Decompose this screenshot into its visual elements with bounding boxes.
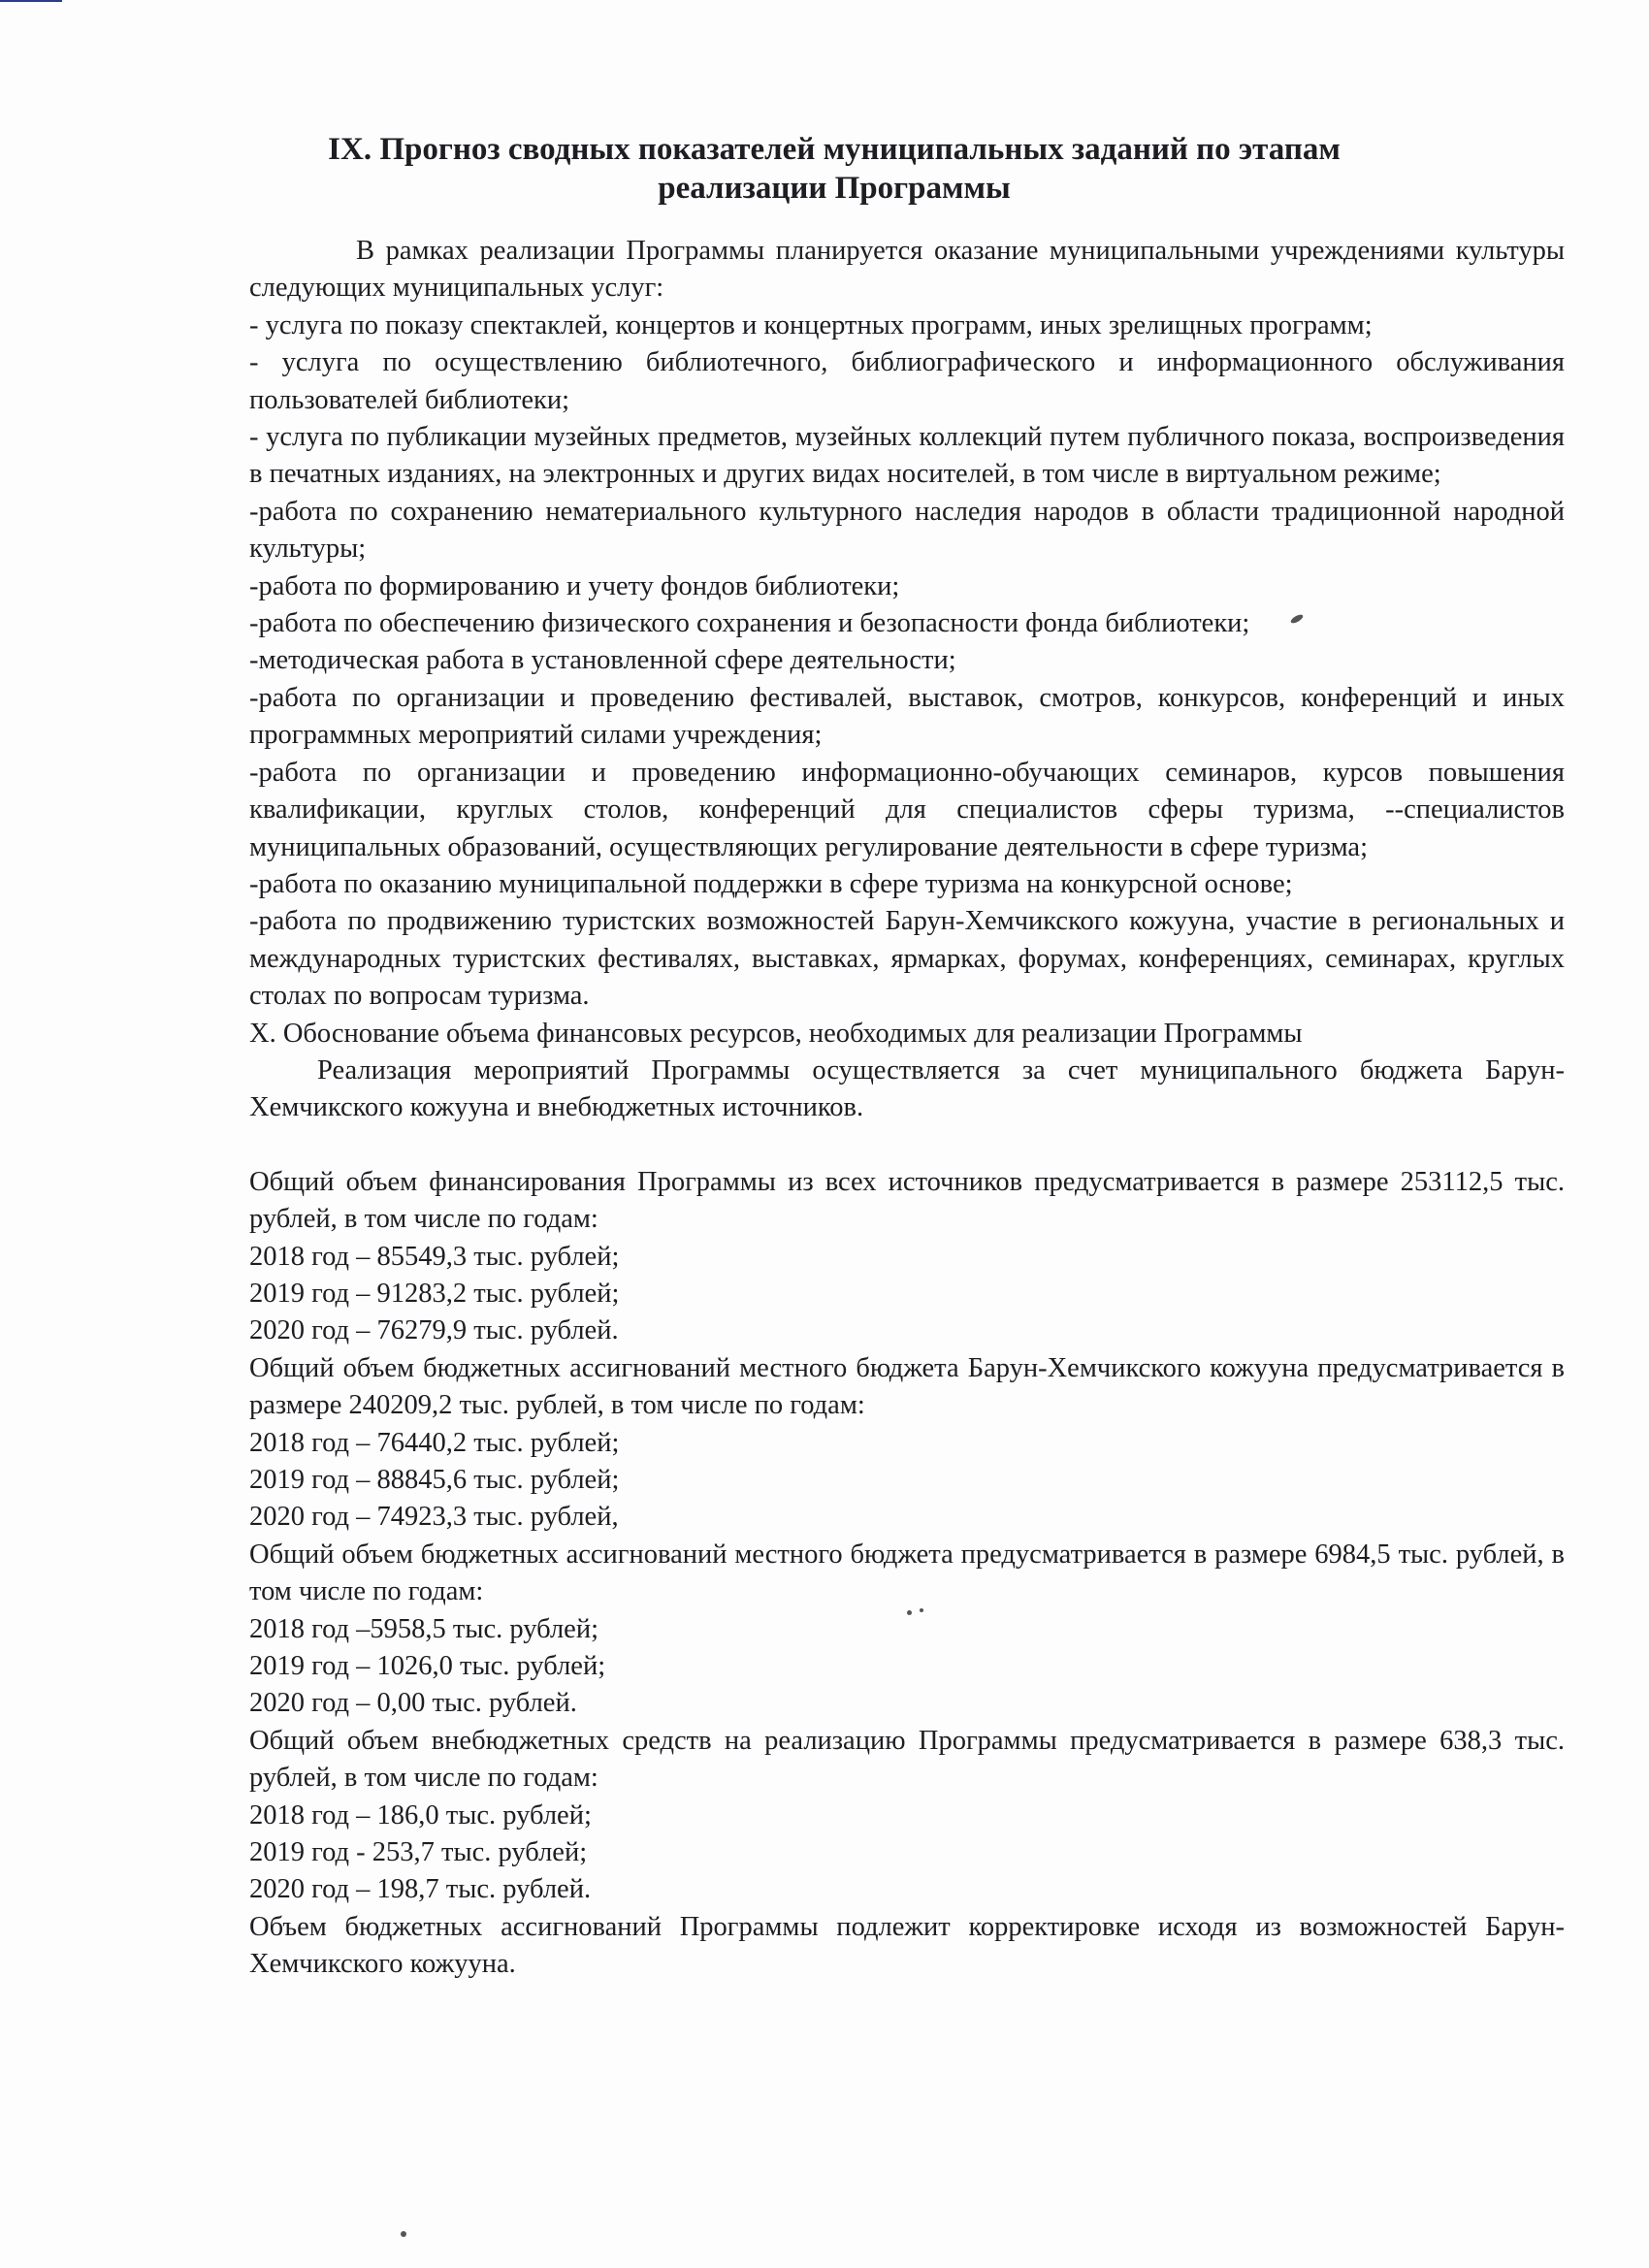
funding-year-line: 2018 год – 76440,2 тыс. рублей; xyxy=(249,1427,620,1458)
scan-speck xyxy=(907,1610,912,1615)
service-item: -методическая работа в установленной сфере деятельности; xyxy=(249,645,956,676)
funding-year-line: 2020 год – 74923,3 тыс. рублей, xyxy=(249,1502,619,1533)
service-item: -работа по оказанию муниципальной поддержки в сфере туризма на конкурсной основе; xyxy=(249,868,1293,899)
funding-year-line: 2018 год – 186,0 тыс. рублей; xyxy=(249,1799,592,1831)
section-x-intro: Реализация мероприятий Программы осуществляется за счет муниципального бюджета Барун-Хемчикского кожууна и внебюджетных источников. xyxy=(249,1054,1565,1123)
funding-year-line: 2019 год – 91283,2 тыс. рублей; xyxy=(249,1278,620,1309)
funding-extrabudget-paragraph: Общий объем внебюджетных средств на реализацию Программы предусматривается в размере 638,3 тыс. рублей, в том числе по годам: xyxy=(249,1725,1565,1794)
service-item: - услуга по публикации музейных предметов, музейных коллекций путем публичного показа, воспроизведения в печатных изданиях, на электронных и других видах носителей, в том числе в виртуальном режиме; xyxy=(249,422,1565,490)
intro-paragraph: В рамках реализации Программы планируется оказание муниципальными учреждениями культуры следующих муниципальных услуг: xyxy=(249,236,1565,304)
service-item: -работа по обеспечению физического сохранения и безопасности фонда библиотеки; xyxy=(249,608,1250,639)
funding-year-line: 2019 год - 253,7 тыс. рублей; xyxy=(249,1837,588,1868)
funding-year-line: 2019 год – 88845,6 тыс. рублей; xyxy=(249,1465,620,1495)
scan-speck xyxy=(401,2231,406,2237)
service-item: -работа по организации и проведению информационно-обучающих семинаров, курсов повышения квалификации, круглых столов, конференций для специалистов сферы туризма, --специалистов муниципальных образований, осуществляющих регулирование деятельности в сфере туризма; xyxy=(249,757,1565,862)
service-item: -работа по формированию и учету фондов библиотеки; xyxy=(249,570,900,601)
document-body xyxy=(249,233,1565,1984)
heading-line-2: реализации Программы xyxy=(658,171,1011,207)
service-item: -работа по сохранению нематериального культурного наследия народов в области традиционной народной культуры; xyxy=(249,496,1565,565)
funding-year-line: 2018 год – 85549,3 тыс. рублей; xyxy=(249,1241,620,1272)
funding-kozhuun-budget-paragraph: Общий объем бюджетных ассигнований местного бюджета Барун-Хемчикского кожууна предусматривается в размере 240209,2 тыс. рублей, в том числе по годам: xyxy=(249,1352,1565,1421)
funding-year-line: 2018 год –5958,5 тыс. рублей; xyxy=(249,1613,598,1644)
heading-line-1: IX. Прогноз сводных показателей муниципальных заданий по этапам xyxy=(328,132,1341,168)
funding-year-line: 2020 год – 0,00 тыс. рублей. xyxy=(249,1688,577,1719)
paragraph-gap xyxy=(249,1127,1565,1164)
funding-year-line: 2019 год – 1026,0 тыс. рублей; xyxy=(249,1651,606,1682)
service-item: -работа по организации и проведению фестивалей, выставок, смотров, конкурсов, конференций и иных программных мероприятий силами учреждения; xyxy=(249,682,1565,751)
funding-year-line: 2020 год – 198,7 тыс. рублей. xyxy=(249,1874,592,1905)
scan-edge-mark xyxy=(0,0,62,2)
closing-paragraph: Объем бюджетных ассигнований Программы подлежит корректировке исходя из возможностей Барун-Хемчикского кожууна. xyxy=(249,1911,1565,1980)
section-ix-heading xyxy=(252,130,1416,208)
section-x-title: X. Обоснование объема финансовых ресурсов, необходимых для реализации Программы xyxy=(249,1018,1303,1049)
funding-total-paragraph: Общий объем финансирования Программы из всех источников предусматривается в размере 253112,5 тыс. рублей, в том числе по годам: xyxy=(249,1166,1565,1235)
service-item: - услуга по показу спектаклей, концертов и концертных программ, иных зрелищных программ; xyxy=(249,309,1373,340)
service-item: -работа по продвижению туристских возможностей Барун-Хемчикского кожууна, участие в региональных и международных туристских фестивалях, выставках, ярмарках, форумах, конференциях, семинарах, круглых столах по вопросам туризма. xyxy=(249,906,1565,1012)
funding-year-line: 2020 год – 76279,9 тыс. рублей. xyxy=(249,1315,619,1346)
service-item: - услуга по осуществлению библиотечного, библиографического и информационного обслуживания пользователей библиотеки; xyxy=(249,347,1565,415)
scan-speck xyxy=(920,1608,923,1612)
funding-local-budget-paragraph: Общий объем бюджетных ассигнований местного бюджета предусматривается в размере 6984,5 тыс. рублей, в том числе по годам: xyxy=(249,1539,1565,1607)
